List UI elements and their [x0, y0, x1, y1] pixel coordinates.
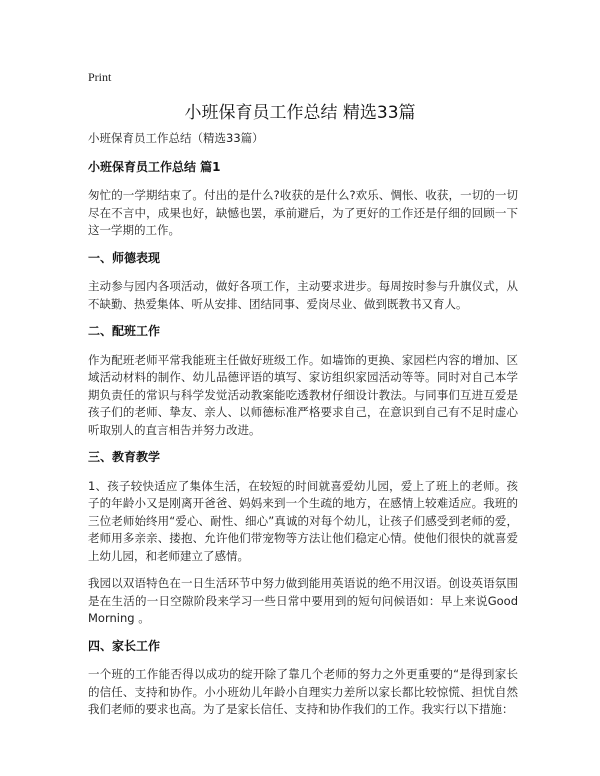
paragraph-teaching-1: 1、孩子较快适应了集体生活，在较短的时间就喜爱幼儿园，爱上了班上的老师。孩子的年龄小又是刚离开爸爸、妈妈来到一个生疏的地方，在感情上较难适应。我班的三位老师始终用“爱心、耐性、细心”真诚的对每个幼儿，让孩子们感受到老师的爱，老师用多亲亲、搂抱、允许他们带宠物等方法让他们稳定心情。使他们很快的就喜爱上幼儿园，和老师建立了感情。: [88, 478, 518, 563]
document-body: [88, 130, 518, 729]
paragraph-teaching-2: 我园以双语特色在一日生活环节中努力做到能用英语说的绝不用汉语。创设英语氛围是在生活的一日空隙阶段来学习一些日常中要用到的短句问候语如：早上来说GoodMorning 。: [88, 576, 518, 625]
heading-parents: 四、家长工作: [88, 638, 161, 653]
intro-paragraph: 匆忙的一学期结束了。付出的是什么?收获的是什么?欢乐、惆怅、收获，一切的一切尽在不言中，成果也好，缺憾也罢，承前避后，为了更好的工作还是仔细的回顾一下这一学期的工作。: [88, 188, 518, 237]
heading-class-work: 二、配班工作: [88, 324, 161, 338]
heading-teaching: 三、教育教学: [88, 450, 161, 464]
print-label: Print: [88, 70, 112, 84]
section-title: 小班保育员工作总结 篇1: [88, 159, 221, 174]
paragraph-parents: 一个班的工作能否得以成功的绽开除了靠几个老师的努力之外更重要的“是得到家长的信任、支持和协作。小小班幼儿年龄小自理实力差所以家长都比较惊慌、担忧自然我们老师的要求也高。为了是家长信任、支持和协作我们的工作。我实行以下措施：: [88, 667, 518, 716]
document-title: 小班保育员工作总结 精选33篇: [184, 103, 416, 123]
paragraph-class-work: 作为配班老师平常我能班主任做好班级工作。如墙饰的更换、家园栏内容的增加、区域活动材料的制作、幼儿品德评语的填写、家访组织家园活动等等。同时对自己本学期负责任的常识与科学发觉活动教案能吃透教材仔细设计教法。与同事们互进互爱是孩子们的老师、挚友、亲人、以师德标准严格要求自己，在意识到自己有不足时虚心听取别人的直言相告并努力改进。: [88, 352, 518, 437]
document-subtitle: 小班保育员工作总结（精选33篇）: [88, 131, 264, 145]
paragraph-ethics: 主动参与园内各项活动，做好各项工作，主动要求进步。每周按时参与升旗仪式，从不缺勤、热爱集体、听从安排、团结同事、爱岗尽业、做到既教书又育人。: [88, 279, 518, 311]
heading-ethics: 一、师德表现: [88, 250, 161, 265]
